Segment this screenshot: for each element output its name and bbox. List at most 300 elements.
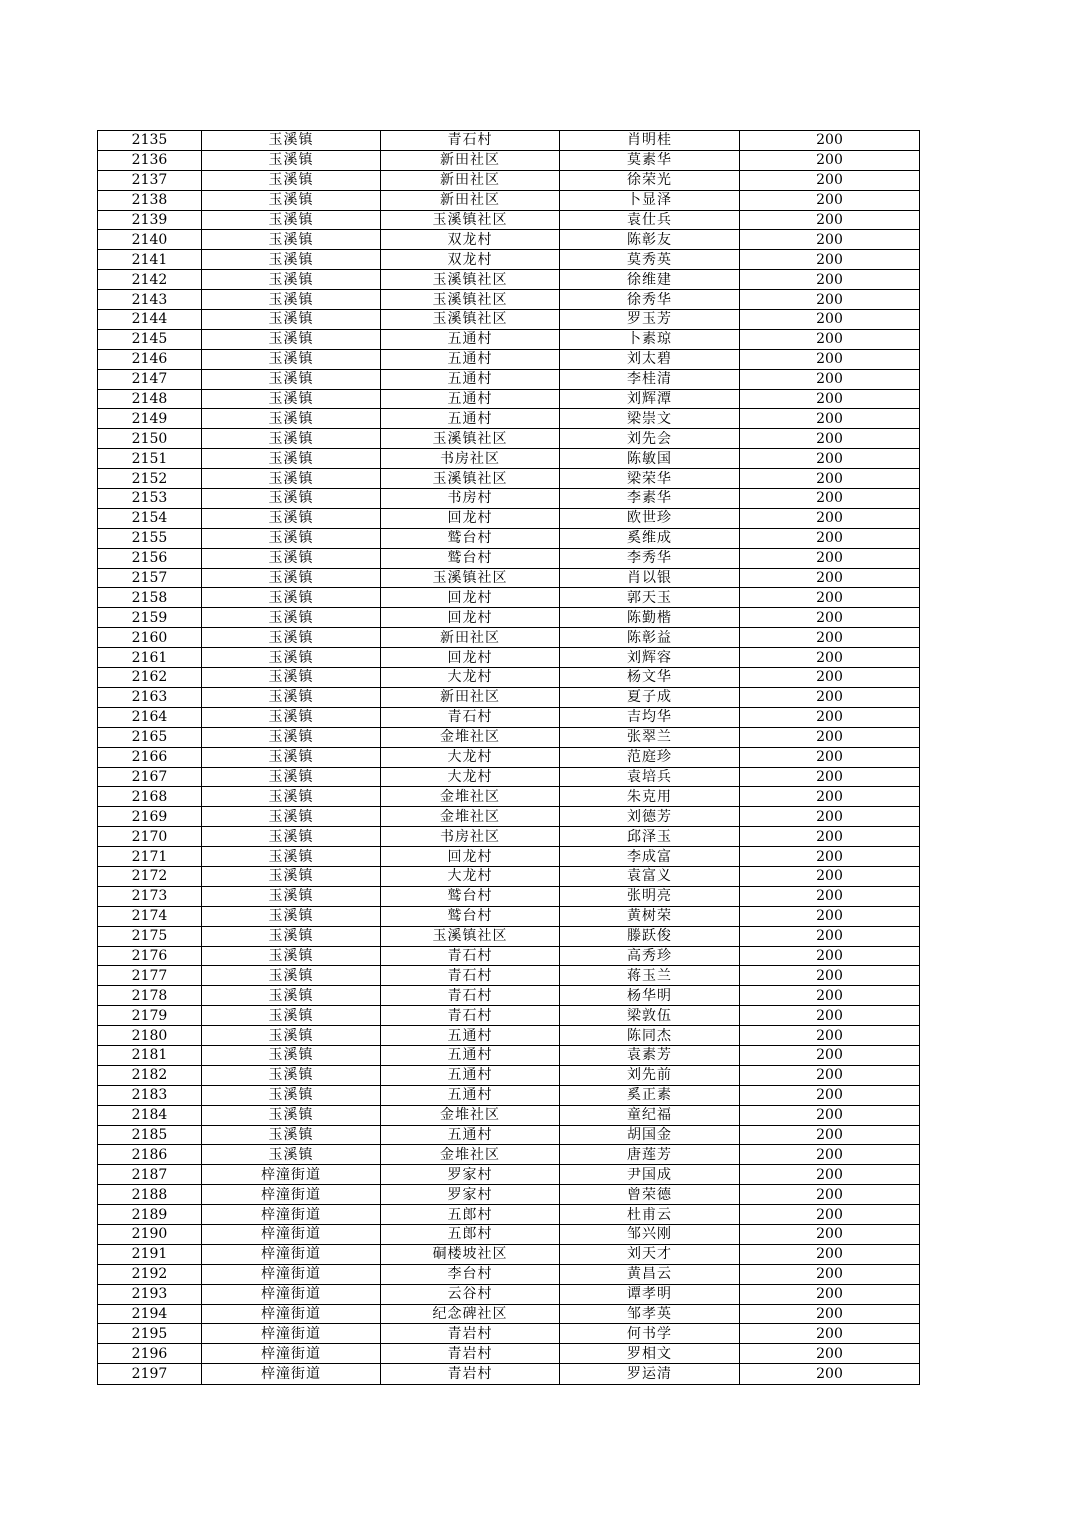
row-number-cell: 2178 — [98, 986, 202, 1006]
row-number-cell: 2148 — [98, 389, 202, 409]
town-cell: 玉溪镇 — [202, 190, 381, 210]
village-cell: 玉溪镇社区 — [381, 310, 560, 330]
row-number-cell: 2140 — [98, 230, 202, 250]
table-row — [98, 1165, 920, 1185]
village-cell: 五通村 — [381, 389, 560, 409]
name-cell: 李素华 — [560, 489, 740, 509]
amount-cell: 200 — [740, 807, 920, 827]
name-cell: 徐荣光 — [560, 170, 740, 190]
amount-cell: 200 — [740, 389, 920, 409]
village-cell: 大龙村 — [381, 668, 560, 688]
town-cell: 玉溪镇 — [202, 1125, 381, 1145]
name-cell: 刘先前 — [560, 1065, 740, 1085]
row-number-cell: 2171 — [98, 847, 202, 867]
name-cell: 刘德芳 — [560, 807, 740, 827]
table-row — [98, 787, 920, 807]
table-row — [98, 1125, 920, 1145]
table-row — [98, 727, 920, 747]
name-cell: 黄树荣 — [560, 906, 740, 926]
name-cell: 尹国成 — [560, 1165, 740, 1185]
row-number-cell: 2147 — [98, 369, 202, 389]
amount-cell: 200 — [740, 866, 920, 886]
row-number-cell: 2170 — [98, 827, 202, 847]
row-number-cell: 2136 — [98, 150, 202, 170]
town-cell: 玉溪镇 — [202, 230, 381, 250]
amount-cell: 200 — [740, 727, 920, 747]
village-cell: 大龙村 — [381, 767, 560, 787]
amount-cell: 200 — [740, 747, 920, 767]
village-cell: 青石村 — [381, 966, 560, 986]
name-cell: 高秀珍 — [560, 946, 740, 966]
village-cell: 玉溪镇社区 — [381, 926, 560, 946]
name-cell: 奚正素 — [560, 1085, 740, 1105]
village-cell: 青岩村 — [381, 1344, 560, 1364]
name-cell: 刘太碧 — [560, 349, 740, 369]
name-cell: 张翠兰 — [560, 727, 740, 747]
name-cell: 何书学 — [560, 1324, 740, 1344]
amount-cell: 200 — [740, 687, 920, 707]
table-row — [98, 429, 920, 449]
name-cell: 童纪福 — [560, 1105, 740, 1125]
town-cell: 玉溪镇 — [202, 1145, 381, 1165]
amount-cell: 200 — [740, 1244, 920, 1264]
row-number-cell: 2141 — [98, 250, 202, 270]
table-row — [98, 250, 920, 270]
row-number-cell: 2195 — [98, 1324, 202, 1344]
amount-cell: 200 — [740, 1304, 920, 1324]
village-cell: 新田社区 — [381, 150, 560, 170]
name-cell: 杨华明 — [560, 986, 740, 1006]
row-number-cell: 2155 — [98, 528, 202, 548]
town-cell: 玉溪镇 — [202, 568, 381, 588]
row-number-cell: 2158 — [98, 588, 202, 608]
name-cell: 莫秀英 — [560, 250, 740, 270]
amount-cell: 200 — [740, 906, 920, 926]
table-row — [98, 131, 920, 151]
village-cell: 五通村 — [381, 1085, 560, 1105]
town-cell: 玉溪镇 — [202, 1065, 381, 1085]
row-number-cell: 2183 — [98, 1085, 202, 1105]
table-row — [98, 1324, 920, 1344]
name-cell: 卜素琼 — [560, 329, 740, 349]
town-cell: 玉溪镇 — [202, 329, 381, 349]
amount-cell: 200 — [740, 469, 920, 489]
table-row — [98, 1045, 920, 1065]
village-cell: 新田社区 — [381, 628, 560, 648]
village-cell: 五通村 — [381, 1045, 560, 1065]
table-row — [98, 648, 920, 668]
village-cell: 青石村 — [381, 131, 560, 151]
row-number-cell: 2194 — [98, 1304, 202, 1324]
table-row — [98, 1026, 920, 1046]
town-cell: 梓潼街道 — [202, 1165, 381, 1185]
town-cell: 玉溪镇 — [202, 270, 381, 290]
table-row — [98, 886, 920, 906]
town-cell: 玉溪镇 — [202, 469, 381, 489]
name-cell: 吉均华 — [560, 707, 740, 727]
town-cell: 玉溪镇 — [202, 131, 381, 151]
row-number-cell: 2153 — [98, 489, 202, 509]
amount-cell: 200 — [740, 707, 920, 727]
row-number-cell: 2192 — [98, 1264, 202, 1284]
village-cell: 云谷村 — [381, 1284, 560, 1304]
town-cell: 玉溪镇 — [202, 628, 381, 648]
town-cell: 玉溪镇 — [202, 508, 381, 528]
name-cell: 张明亮 — [560, 886, 740, 906]
row-number-cell: 2151 — [98, 449, 202, 469]
village-cell: 金堆社区 — [381, 1105, 560, 1125]
row-number-cell: 2169 — [98, 807, 202, 827]
village-cell: 金堆社区 — [381, 787, 560, 807]
table-row — [98, 1264, 920, 1284]
table-row — [98, 310, 920, 330]
table-row — [98, 1006, 920, 1026]
village-cell: 大龙村 — [381, 866, 560, 886]
table-row — [98, 687, 920, 707]
town-cell: 玉溪镇 — [202, 727, 381, 747]
village-cell: 玉溪镇社区 — [381, 469, 560, 489]
row-number-cell: 2188 — [98, 1185, 202, 1205]
town-cell: 玉溪镇 — [202, 926, 381, 946]
town-cell: 玉溪镇 — [202, 250, 381, 270]
town-cell: 梓潼街道 — [202, 1304, 381, 1324]
amount-cell: 200 — [740, 190, 920, 210]
table-row — [98, 966, 920, 986]
town-cell: 玉溪镇 — [202, 648, 381, 668]
row-number-cell: 2180 — [98, 1026, 202, 1046]
table-row — [98, 608, 920, 628]
table-row — [98, 986, 920, 1006]
village-cell: 新田社区 — [381, 687, 560, 707]
table-row — [98, 1344, 920, 1364]
town-cell: 玉溪镇 — [202, 946, 381, 966]
name-cell: 谭孝明 — [560, 1284, 740, 1304]
village-cell: 青石村 — [381, 946, 560, 966]
table-row — [98, 190, 920, 210]
table-row — [98, 1185, 920, 1205]
town-cell: 梓潼街道 — [202, 1224, 381, 1244]
table-row — [98, 150, 920, 170]
name-cell: 袁仕兵 — [560, 210, 740, 230]
village-cell: 回龙村 — [381, 588, 560, 608]
amount-cell: 200 — [740, 1224, 920, 1244]
village-cell: 五通村 — [381, 409, 560, 429]
town-cell: 玉溪镇 — [202, 528, 381, 548]
amount-cell: 200 — [740, 1065, 920, 1085]
row-number-cell: 2167 — [98, 767, 202, 787]
town-cell: 玉溪镇 — [202, 429, 381, 449]
name-cell: 杨文华 — [560, 668, 740, 688]
name-cell: 曾荣德 — [560, 1185, 740, 1205]
name-cell: 肖明桂 — [560, 131, 740, 151]
village-cell: 回龙村 — [381, 508, 560, 528]
row-number-cell: 2193 — [98, 1284, 202, 1304]
row-number-cell: 2146 — [98, 349, 202, 369]
table-row — [98, 528, 920, 548]
name-cell: 邹兴刚 — [560, 1224, 740, 1244]
amount-cell: 200 — [740, 1026, 920, 1046]
amount-cell: 200 — [740, 290, 920, 310]
amount-cell: 200 — [740, 508, 920, 528]
table-row — [98, 1065, 920, 1085]
table-row — [98, 926, 920, 946]
amount-cell: 200 — [740, 310, 920, 330]
row-number-cell: 2175 — [98, 926, 202, 946]
name-cell: 李成富 — [560, 847, 740, 867]
village-cell: 双龙村 — [381, 250, 560, 270]
row-number-cell: 2186 — [98, 1145, 202, 1165]
amount-cell: 200 — [740, 250, 920, 270]
table-row — [98, 349, 920, 369]
name-cell: 肖以银 — [560, 568, 740, 588]
amount-cell: 200 — [740, 449, 920, 469]
table-row — [98, 1105, 920, 1125]
town-cell: 玉溪镇 — [202, 866, 381, 886]
town-cell: 玉溪镇 — [202, 170, 381, 190]
village-cell: 金堆社区 — [381, 727, 560, 747]
town-cell: 玉溪镇 — [202, 608, 381, 628]
amount-cell: 200 — [740, 210, 920, 230]
town-cell: 玉溪镇 — [202, 548, 381, 568]
town-cell: 梓潼街道 — [202, 1264, 381, 1284]
row-number-cell: 2168 — [98, 787, 202, 807]
town-cell: 玉溪镇 — [202, 906, 381, 926]
village-cell: 李台村 — [381, 1264, 560, 1284]
town-cell: 玉溪镇 — [202, 787, 381, 807]
table-row — [98, 270, 920, 290]
table-row — [98, 369, 920, 389]
name-cell: 刘天才 — [560, 1244, 740, 1264]
table-row — [98, 866, 920, 886]
amount-cell: 200 — [740, 528, 920, 548]
town-cell: 玉溪镇 — [202, 668, 381, 688]
table-row — [98, 1284, 920, 1304]
row-number-cell: 2197 — [98, 1364, 202, 1385]
row-number-cell: 2187 — [98, 1165, 202, 1185]
table-row — [98, 489, 920, 509]
amount-cell: 200 — [740, 230, 920, 250]
table-row — [98, 847, 920, 867]
row-number-cell: 2137 — [98, 170, 202, 190]
village-cell: 硐楼坡社区 — [381, 1244, 560, 1264]
town-cell: 玉溪镇 — [202, 1045, 381, 1065]
name-cell: 蒋玉兰 — [560, 966, 740, 986]
name-cell: 胡国金 — [560, 1125, 740, 1145]
town-cell: 梓潼街道 — [202, 1205, 381, 1225]
row-number-cell: 2150 — [98, 429, 202, 449]
name-cell: 陈同杰 — [560, 1026, 740, 1046]
town-cell: 玉溪镇 — [202, 827, 381, 847]
table-row — [98, 548, 920, 568]
village-cell: 五通村 — [381, 329, 560, 349]
amount-cell: 200 — [740, 1125, 920, 1145]
amount-cell: 200 — [740, 170, 920, 190]
row-number-cell: 2163 — [98, 687, 202, 707]
village-cell: 新田社区 — [381, 170, 560, 190]
village-cell: 罗家村 — [381, 1185, 560, 1205]
village-cell: 回龙村 — [381, 847, 560, 867]
name-cell: 刘先会 — [560, 429, 740, 449]
village-cell: 鹫台村 — [381, 548, 560, 568]
name-cell: 袁富义 — [560, 866, 740, 886]
amount-cell: 200 — [740, 349, 920, 369]
table-row — [98, 329, 920, 349]
table-row — [98, 1364, 920, 1385]
amount-cell: 200 — [740, 1185, 920, 1205]
town-cell: 玉溪镇 — [202, 747, 381, 767]
table-row — [98, 1205, 920, 1225]
village-cell: 鹫台村 — [381, 528, 560, 548]
row-number-cell: 2160 — [98, 628, 202, 648]
row-number-cell: 2161 — [98, 648, 202, 668]
village-cell: 青岩村 — [381, 1364, 560, 1385]
village-cell: 五郎村 — [381, 1205, 560, 1225]
village-cell: 青石村 — [381, 986, 560, 1006]
data-table — [97, 130, 920, 1385]
table-row — [98, 1244, 920, 1264]
town-cell: 梓潼街道 — [202, 1244, 381, 1264]
amount-cell: 200 — [740, 270, 920, 290]
row-number-cell: 2179 — [98, 1006, 202, 1026]
village-cell: 书房社区 — [381, 449, 560, 469]
table-row — [98, 449, 920, 469]
name-cell: 邹孝英 — [560, 1304, 740, 1324]
village-cell: 玉溪镇社区 — [381, 270, 560, 290]
amount-cell: 200 — [740, 131, 920, 151]
table-row — [98, 210, 920, 230]
row-number-cell: 2138 — [98, 190, 202, 210]
name-cell: 罗运清 — [560, 1364, 740, 1385]
table-row — [98, 807, 920, 827]
amount-cell: 200 — [740, 827, 920, 847]
row-number-cell: 2135 — [98, 131, 202, 151]
village-cell: 回龙村 — [381, 648, 560, 668]
amount-cell: 200 — [740, 429, 920, 449]
amount-cell: 200 — [740, 668, 920, 688]
amount-cell: 200 — [740, 847, 920, 867]
row-number-cell: 2144 — [98, 310, 202, 330]
name-cell: 袁培兵 — [560, 767, 740, 787]
table-row — [98, 1224, 920, 1244]
name-cell: 李桂清 — [560, 369, 740, 389]
town-cell: 梓潼街道 — [202, 1344, 381, 1364]
amount-cell: 200 — [740, 1045, 920, 1065]
name-cell: 陈勤楷 — [560, 608, 740, 628]
row-number-cell: 2191 — [98, 1244, 202, 1264]
name-cell: 刘辉潭 — [560, 389, 740, 409]
name-cell: 罗玉芳 — [560, 310, 740, 330]
row-number-cell: 2139 — [98, 210, 202, 230]
row-number-cell: 2173 — [98, 886, 202, 906]
amount-cell: 200 — [740, 608, 920, 628]
town-cell: 玉溪镇 — [202, 966, 381, 986]
table-row — [98, 170, 920, 190]
name-cell: 黄昌云 — [560, 1264, 740, 1284]
table-row — [98, 409, 920, 429]
row-number-cell: 2174 — [98, 906, 202, 926]
name-cell: 卜显泽 — [560, 190, 740, 210]
amount-cell: 200 — [740, 1344, 920, 1364]
name-cell: 莫素华 — [560, 150, 740, 170]
row-number-cell: 2172 — [98, 866, 202, 886]
village-cell: 罗家村 — [381, 1165, 560, 1185]
town-cell: 玉溪镇 — [202, 807, 381, 827]
row-number-cell: 2182 — [98, 1065, 202, 1085]
table-row — [98, 508, 920, 528]
town-cell: 玉溪镇 — [202, 369, 381, 389]
amount-cell: 200 — [740, 489, 920, 509]
village-cell: 新田社区 — [381, 190, 560, 210]
table-body — [98, 131, 920, 1385]
village-cell: 玉溪镇社区 — [381, 210, 560, 230]
town-cell: 玉溪镇 — [202, 349, 381, 369]
village-cell: 五通村 — [381, 349, 560, 369]
town-cell: 玉溪镇 — [202, 489, 381, 509]
amount-cell: 200 — [740, 628, 920, 648]
village-cell: 鹫台村 — [381, 886, 560, 906]
village-cell: 五通村 — [381, 1026, 560, 1046]
name-cell: 郭天玉 — [560, 588, 740, 608]
amount-cell: 200 — [740, 966, 920, 986]
village-cell: 纪念碑社区 — [381, 1304, 560, 1324]
village-cell: 玉溪镇社区 — [381, 290, 560, 310]
row-number-cell: 2189 — [98, 1205, 202, 1225]
row-number-cell: 2149 — [98, 409, 202, 429]
name-cell: 陈敏国 — [560, 449, 740, 469]
row-number-cell: 2185 — [98, 1125, 202, 1145]
village-cell: 鹫台村 — [381, 906, 560, 926]
table-row — [98, 906, 920, 926]
town-cell: 玉溪镇 — [202, 389, 381, 409]
town-cell: 梓潼街道 — [202, 1364, 381, 1385]
row-number-cell: 2145 — [98, 329, 202, 349]
amount-cell: 200 — [740, 1364, 920, 1385]
name-cell: 梁荣华 — [560, 469, 740, 489]
name-cell: 罗相文 — [560, 1344, 740, 1364]
table-row — [98, 1085, 920, 1105]
row-number-cell: 2190 — [98, 1224, 202, 1244]
row-number-cell: 2196 — [98, 1344, 202, 1364]
town-cell: 梓潼街道 — [202, 1284, 381, 1304]
name-cell: 陈彰益 — [560, 628, 740, 648]
village-cell: 青岩村 — [381, 1324, 560, 1344]
town-cell: 玉溪镇 — [202, 290, 381, 310]
town-cell: 玉溪镇 — [202, 986, 381, 1006]
town-cell: 玉溪镇 — [202, 449, 381, 469]
village-cell: 书房村 — [381, 489, 560, 509]
amount-cell: 200 — [740, 409, 920, 429]
amount-cell: 200 — [740, 369, 920, 389]
town-cell: 玉溪镇 — [202, 886, 381, 906]
village-cell: 五通村 — [381, 369, 560, 389]
row-number-cell: 2166 — [98, 747, 202, 767]
amount-cell: 200 — [740, 926, 920, 946]
amount-cell: 200 — [740, 767, 920, 787]
name-cell: 袁素芳 — [560, 1045, 740, 1065]
name-cell: 奚维成 — [560, 528, 740, 548]
table-row — [98, 946, 920, 966]
table-row — [98, 747, 920, 767]
village-cell: 双龙村 — [381, 230, 560, 250]
row-number-cell: 2142 — [98, 270, 202, 290]
row-number-cell: 2152 — [98, 469, 202, 489]
town-cell: 玉溪镇 — [202, 1006, 381, 1026]
village-cell: 书房社区 — [381, 827, 560, 847]
table-row — [98, 767, 920, 787]
town-cell: 玉溪镇 — [202, 150, 381, 170]
row-number-cell: 2184 — [98, 1105, 202, 1125]
name-cell: 李秀华 — [560, 548, 740, 568]
